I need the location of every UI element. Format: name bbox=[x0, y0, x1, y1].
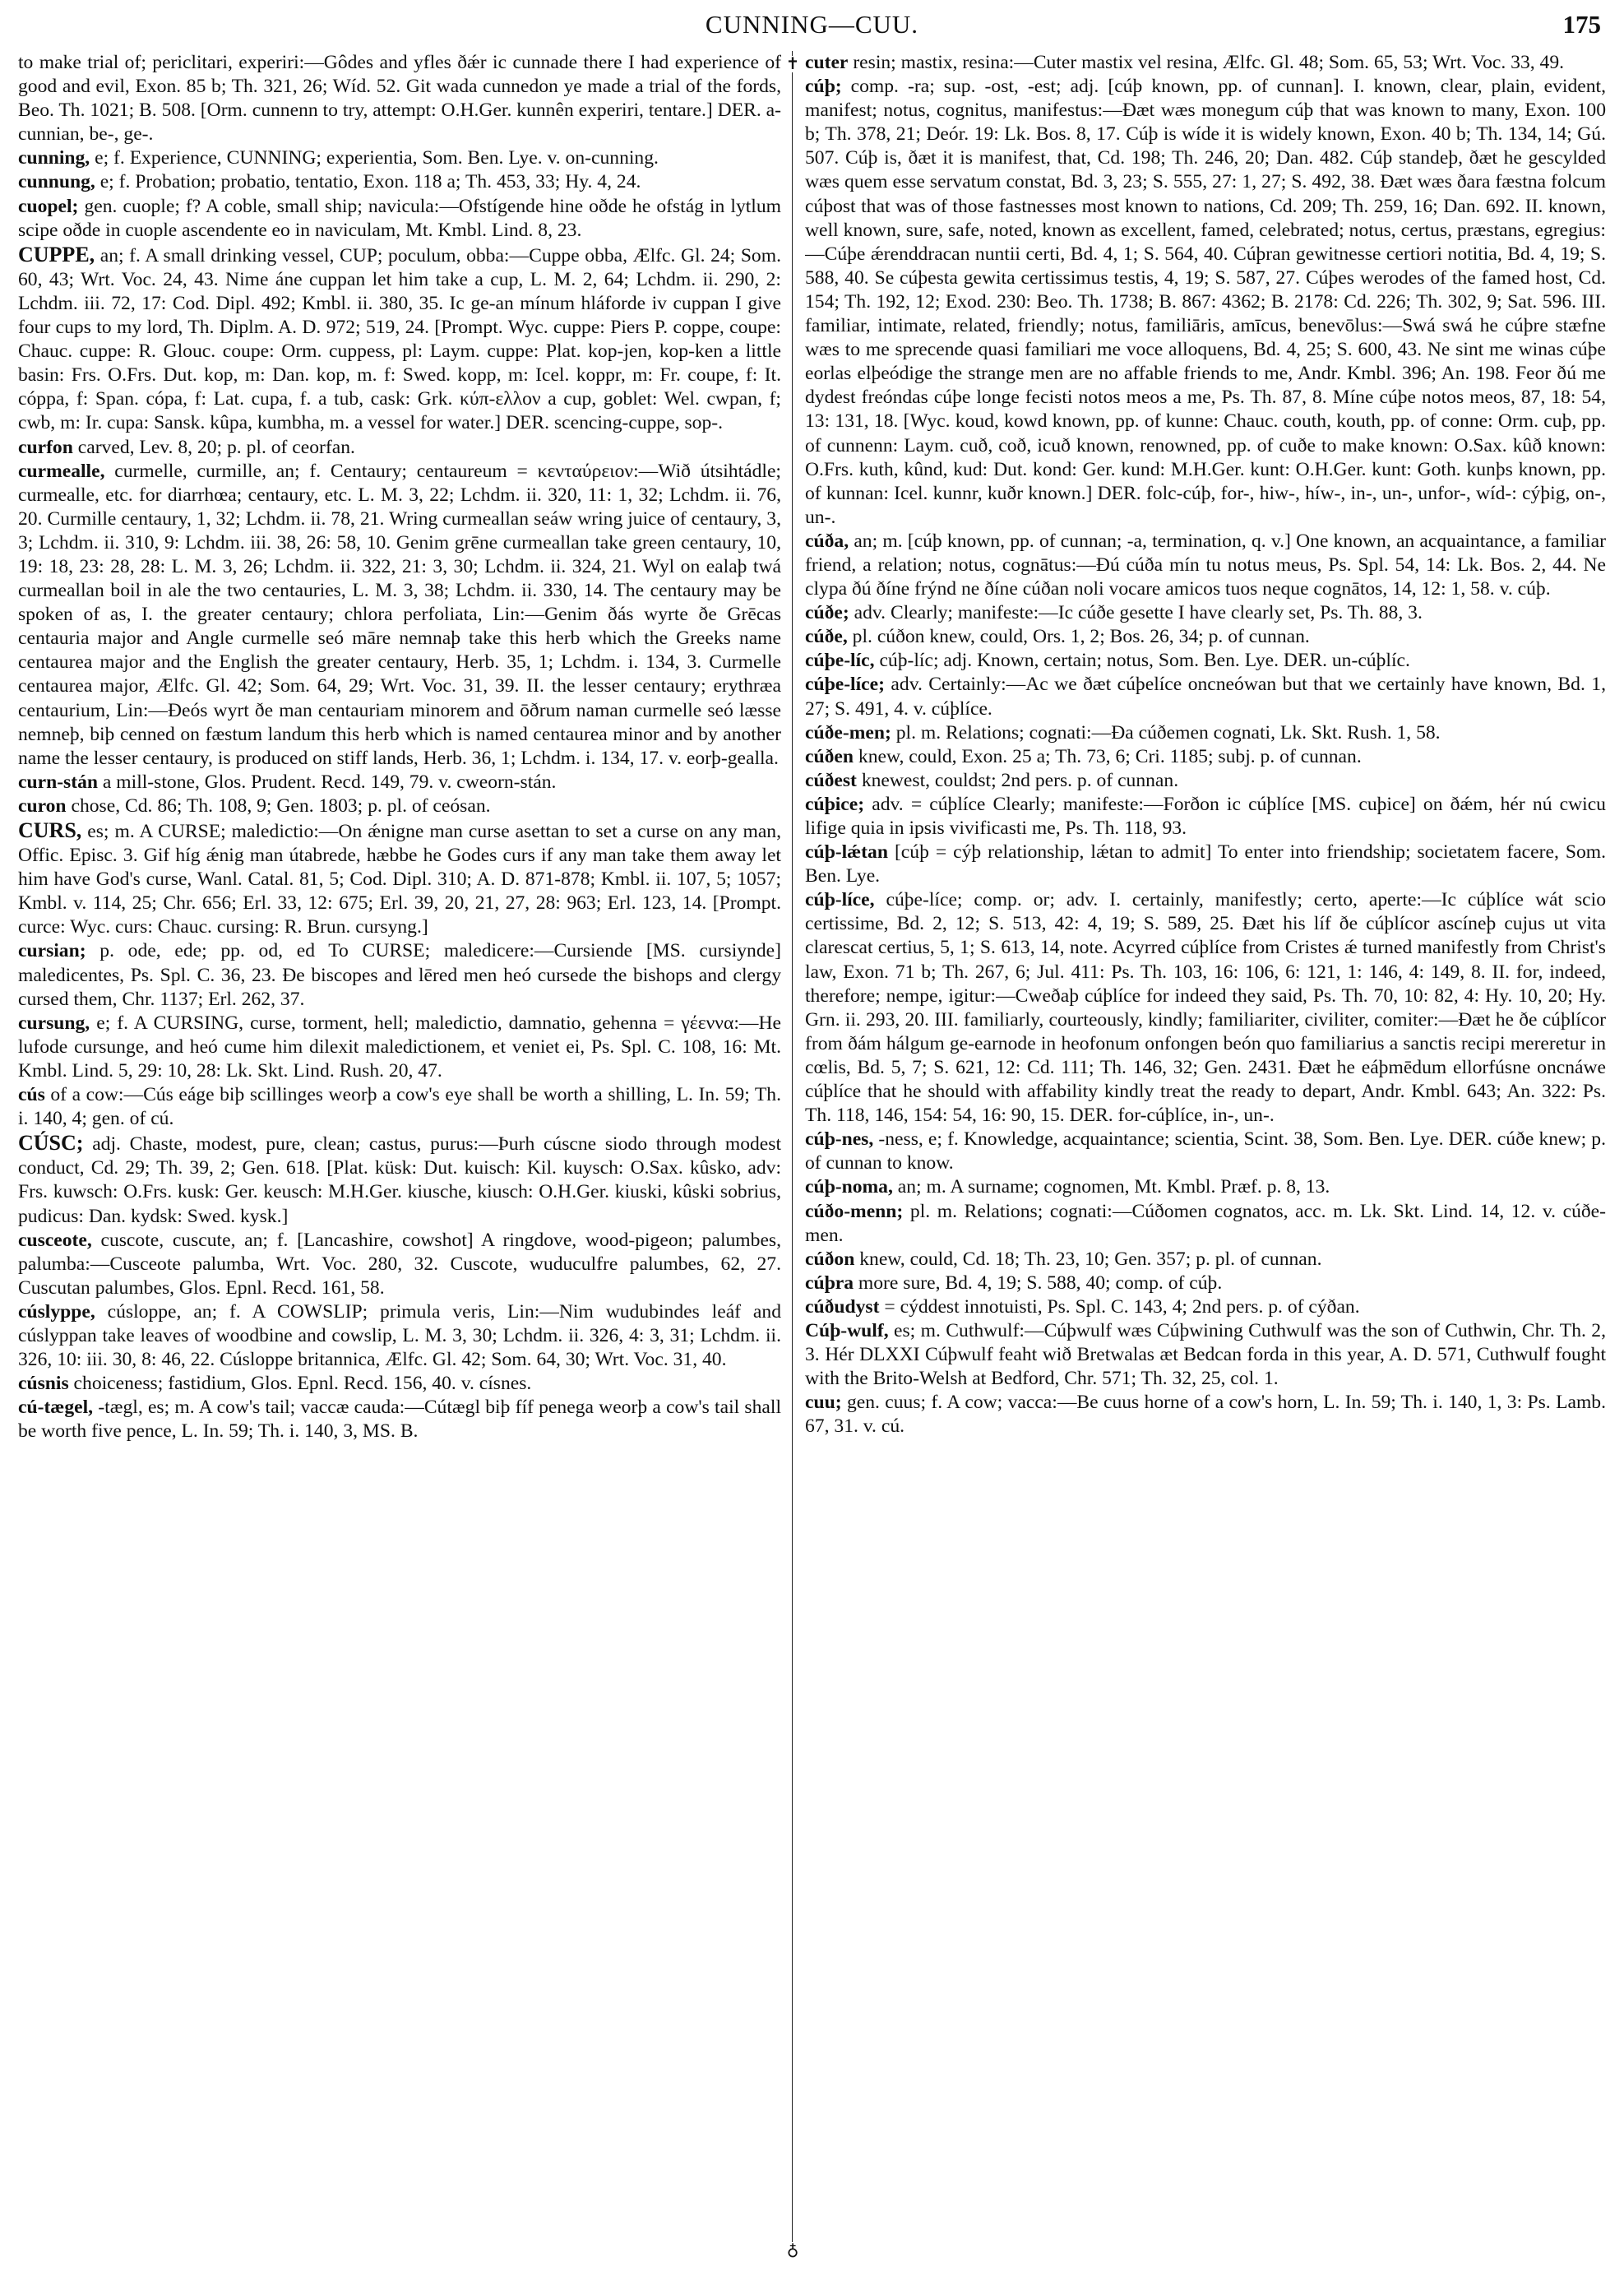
entry-headword: cú-tægel, bbox=[18, 1397, 94, 1419]
entry-headword: cúsnis bbox=[18, 1373, 69, 1395]
entry-body: cúþe-líce; comp. or; adv. I. certainly, manifestly; certo, aperte:—Ic cúþlíce wát scio certissime, Bd. 2, 12; S. 513, 42: 4, 19; S. 589, 25. Ðæt his líf ðe cúþlícor ascíneþ cujus ut vita clarescat certius, 5, 1; S. 613, 14, note. Acyrred cúþlíce from Cristes ǽ turned manifestly from Christ's law, Exon. 71 b; Th. 267, 6; Jul. 411: Ps. Th. 103, 16: 106, 6: 121, 1: 146, 4: 149, 8. II. for, indeed, therefore; nempe, igitur:—Cweðaþ cúþlíce for indeed they said, Ps. Th. 70, 10: 82, 4: Hy. 10, 20; Hy. Grn. ii. 293, 20. III. familiarly, courteously, kindly; familiariter, civiliter, comiter:—Ðæt he ðe cúþlícor from ðám hálgum ge-earnode in heofonum onfongen beón quo familiarius a sanctis recipi mereretur in cœlis, Bd. 5, 7; S. 621, 12: Cd. 111; Th. 146, 32; Gen. 2431. Ðæt he eáþmēdum ellorfúsne oncnáwe cúþlíce that he should with affability kindly treat the ready to depart, Andr. Kmbl. 643; An. 322: Ps. Th. 118, 146, 154: 54, 16: 90, 15. DER. for-cúþlíce, in-, un-. bbox=[805, 889, 1606, 1127]
entry-body: an; f. A small drinking vessel, CUP; poculum, obba:—Cuppe obba, Ælfc. Gl. 24; Som. 60, 43; Wrt. Voc. 24, 43. Nime áne cuppan let him take a cup, L. M. 2, 64; Lchdm. ii. 290, 2: Lchdm. iii. 72, 17: Cod. Dipl. 492; Kmbl. ii. 380, 35. Ic ge-an mínum hláforde iv cuppan I give four cups to my lord, Th. Diplm. A. D. 972; 519, 24. [Prompt. Wyc. cuppe: Piers P. coppe, coupe: Chauc. cuppe: R. Glouc. coupe: Orm. cuppess, pl: Laym. cuppe: Plat. kop-jen, kop-ken a little basin: Frs. O.Frs. Dut. kop, m: Dan. kop, m. f: Swed. kopp, m: Icel. koppr, m: Fr. coupe, f: It. cóppa, f: Span. cópa, f: Lat. cupa, f. a tub, cask: Grk. κύπ-ελλον a cup, goblet: Wel. cwpan, f; cwb, m: Ir. cupa: Sansk. kûpa, kumbha, m. a vessel for water.] DER. scencing-cuppe, sop-. bbox=[18, 244, 781, 434]
entry-headword: cuu; bbox=[805, 1392, 842, 1414]
entry-headword: CURS, bbox=[18, 818, 82, 842]
dictionary-entry bbox=[805, 649, 1606, 673]
dictionary-entry bbox=[805, 1272, 1606, 1295]
entry-headword: cursian; bbox=[18, 940, 86, 962]
page-number: 175 bbox=[1562, 10, 1601, 39]
entry-headword: cunning, bbox=[18, 147, 90, 169]
dictionary-entry bbox=[18, 771, 781, 794]
entry-body: -tægl, es; m. A cow's tail; vaccæ cauda:—Cútægl biþ fíf penega weorþ a cow's tail shall be worth five pence, L. In. 59; Th. i. 140, 3, MS. B. bbox=[18, 1397, 781, 1443]
entry-body: adv. = cúþlíce Clearly; manifeste:—Forðon ic cúþlíce [MS. cuþice] on ðǽm, hér nú cwicu lifige quia in ipsis vivificasti me, Ps. Th. 118, 93. bbox=[805, 793, 1606, 839]
entry-headword: cúðon bbox=[805, 1248, 855, 1270]
entry-headword: cúþe-líce; bbox=[805, 674, 885, 696]
dictionary-entry bbox=[805, 769, 1606, 793]
entry-headword: cusceote, bbox=[18, 1229, 92, 1251]
entry-headword: cúðe-men; bbox=[805, 721, 891, 744]
entry-body: p. ode, ede; pp. od, ed To CURSE; maledicere:—Cursiende [MS. cursiynde] maledicentes, Ps. Spl. C. 36, 23. Ðe biscopes and lēred men heó cursede the bishops and clergy cursed them, Chr. 1137; Erl. 262, 37. bbox=[18, 940, 781, 1010]
entry-body: = cýddest innotuisti, Ps. Spl. C. 143, 4; 2nd pers. p. of cýðan. bbox=[884, 1295, 1360, 1318]
left-column bbox=[18, 51, 781, 2258]
entry-body: e; f. Experience, CUNNING; experientia, Som. Ben. Lye. v. on-cunning. bbox=[95, 147, 659, 169]
entry-body: chose, Cd. 86; Th. 108, 9; Gen. 1803; p. pl. of ceósan. bbox=[71, 794, 491, 817]
entry-body: cúþ-líc; adj. Known, certain; notus, Som. Ben. Lye. DER. un-cúþlíc. bbox=[879, 650, 1410, 672]
entry-body: knewest, couldst; 2nd pers. p. of cunnan. bbox=[861, 769, 1179, 791]
entry-headword: curon bbox=[18, 794, 67, 817]
dictionary-entry bbox=[18, 1131, 781, 1228]
dictionary-entry bbox=[805, 1248, 1606, 1272]
entry-body: pl. cúðon knew, could, Ors. 1, 2; Bos. 26, 34; p. of cunnan. bbox=[852, 626, 1310, 648]
entry-body: cúsloppe, an; f. A COWSLIP; primula veris, Lin:—Nim wudubindes leáf and cúslyppan take leaves of woodbine and cowslip, L. M. 3, 30; Lchdm. ii. 326, 4: 3, 31; Lchdm. ii. 326, 10: iii. 30, 8: 46, 22. Cúsloppe britannica, Ælfc. Gl. 42; Som. 64, 30; Wrt. Voc. 31, 40. bbox=[18, 1300, 781, 1371]
dictionary-entry bbox=[18, 460, 781, 771]
entry-headword: cús bbox=[18, 1084, 45, 1106]
entry-body: pl. m. Relations; cognati:—Cúðomen cognatos, acc. m. Lk. Skt. Lind. 14, 12. v. cúðe-men. bbox=[805, 1200, 1606, 1246]
dictionary-entry bbox=[18, 1083, 781, 1131]
entry-body: knew, could, Cd. 18; Th. 23, 10; Gen. 357; p. pl. of cunnan. bbox=[859, 1248, 1322, 1270]
dictionary-entry bbox=[805, 1200, 1606, 1248]
dictionary-entry bbox=[18, 1300, 781, 1372]
dictionary-entry bbox=[805, 601, 1606, 625]
entry-headword: curmealle, bbox=[18, 460, 105, 482]
entry-body: more sure, Bd. 4, 19; S. 588, 40; comp. of cúþ. bbox=[858, 1272, 1223, 1294]
entry-body: e; f. Probation; probatio, tentatio, Exon. 118 a; Th. 453, 33; Hy. 4, 24. bbox=[99, 171, 641, 193]
entry-body: comp. -ra; sup. -ost, -est; adj. [cúþ known, pp. of cunnan]. I. known, clear, plain, evident, manifest; notus, cognitus, manifestus:—Ðæt wæs monegum cúþ that was known to many, Exon. 100 b; Th. 378, 21; Deór. 19: Lk. Bos. 8, 17. Cúþ is wíde it is widely known, Exon. 40 b; Th. 134, 14; Gú. 507. Cúþ is, ðæt it is manifest, that, Cd. 198; Th. 246, 20; Dan. 482. Cúþ standeþ, ðæt he gescylded wæs quem esse servatum constat, Bd. 3, 23; S. 555, 27: 1, 27; S. 492, 38. Ðæt wæs ðara fæstna folcum cúþost that was of those fastnesses most known to nations, Cd. 209; Th. 259, 16; Dan. 692. II. known, well known, sure, safe, noted, known as excellent, famed, celebrated; notus, certus, præstans, egregius:—Cúþe ǽrenddracan nuntii certi, Bd. 4, 1; S. 564, 40. Cúþran gewitnesse certiori notitia, Bd. 4, 19; S. 588, 40. Se cúþesta gewita certissimus testis, 4, 19; S. 587, 27. Cúþes werodes of the famed host, Cd. 154; Th. 192, 12; Exod. 230: Beo. Th. 1738; B. 867: 4362; B. 2178: Cd. 226; Th. 302, 9; Sat. 596. III. familiar, intimate, related, friendly; notus, familiāris, amīcus, benevōlus:—Swá swá he cúþre stæfne wæs to me sprecende quasi familiari me voce alloquens, Bd. 4, 25; S. 600, 43. Ne sint me winas cúþe eorlas elþeódige the strange men are no affable friends to me, Andr. Kmbl. 396; An. 198. Feor ðú me dydest freóndas cúþe longe fecisti notos meos a me, Ps. Th. 87, 8. Míne cúþe notos meos, 87, 18: 54, 13: 131, 18. [Wyc. koud, kowd known, pp. of kunne: Chauc. couth, kouth, pp. of conne: Orm. cuþ, pp. of cunnenn: Laym. cuð, coð, icuð known, renowned, pp. of cuðe to make known: O.Sax. kûð known: O.Frs. kuth, kûnd, kud: Dut. kond: Ger. kund: M.H.Ger. kunt: O.H.Ger. kunt: Goth. kunþs known, pp. of kunnan: Icel. kunnr, kuðr known.] DER. folc-cúþ, for-, hiw-, híw-, in-, un-, unfor-, wíd-: cýþig, on-, un-. bbox=[805, 76, 1606, 528]
dictionary-entry bbox=[18, 1396, 781, 1443]
entry-headword: cuopel; bbox=[18, 195, 79, 217]
dictionary-entry bbox=[18, 170, 781, 194]
entry-headword: cúþ; bbox=[805, 76, 842, 98]
dictionary-entry bbox=[805, 721, 1606, 745]
dictionary-entry bbox=[805, 1319, 1606, 1391]
entry-headword: CÚSC; bbox=[18, 1131, 84, 1156]
dictionary-entry bbox=[18, 436, 781, 460]
entry-headword: cúðe; bbox=[805, 602, 849, 624]
entry-headword: cúþe-líc, bbox=[805, 650, 875, 672]
entry-headword: cúþra bbox=[805, 1272, 854, 1294]
entry-headword: curn-stán bbox=[18, 771, 99, 793]
dictionary-columns bbox=[18, 51, 1606, 2258]
dictionary-entry bbox=[805, 1295, 1606, 1319]
dictionary-entry bbox=[18, 1372, 781, 1396]
entry-body: e; f. A CURSING, curse, torment, hell; maledictio, damnatio, gehenna = γέεννα:—He lufode cursunge, and heó cume him dilexit maledictionem, et veniet ei, Ps. Spl. C. 108, 16: Mt. Kmbl. Lind. 5, 29: 10, 28: Lk. Skt. Lind. Rush. 20, 47. bbox=[18, 1012, 781, 1082]
entry-body: carved, Lev. 8, 20; p. pl. of ceorfan. bbox=[77, 436, 355, 458]
entry-body: pl. m. Relations; cognati:—Ða cúðemen cognati, Lk. Skt. Rush. 1, 58. bbox=[895, 721, 1441, 744]
entry-body: an; m. [cúþ known, pp. of cunnan; -a, termination, q. v.] One known, an acquaintance, a familiar friend, a relation; notus, cognātus:—Ðú cúða mín tu notus meus, Ps. Spl. 54, 14: Lk. Bos. 2, 44. Ne clypa ðú ðíne frýnd ne ðíne cúðan noli vocare amicos tuos neque cognātos, 14, 12: 1, 58. v. cúþ. bbox=[805, 530, 1606, 600]
dictionary-entry bbox=[805, 625, 1606, 649]
entry-body: adv. Certainly:—Ac we ðæt cúþelíce oncneówan but that we certainly have known, Bd. 1, 27; S. 491, 4. v. cúþlíce. bbox=[805, 674, 1606, 720]
entry-headword: cúðo-menn; bbox=[805, 1200, 904, 1222]
entry-headword: cuter bbox=[805, 52, 849, 73]
dictionary-entry bbox=[805, 793, 1606, 841]
dictionary-entry bbox=[805, 1128, 1606, 1175]
entry-body: choiceness; fastidium, Glos. Epnl. Recd. 156, 40. v. císnes. bbox=[73, 1373, 532, 1395]
entry-body: adv. Clearly; manifeste:—Ic cúðe gesette I have clearly set, Ps. Th. 88, 3. bbox=[854, 602, 1423, 624]
dictionary-entry bbox=[805, 745, 1606, 769]
entry-headword: cúþ-lǽtan bbox=[805, 841, 888, 864]
entry-headword: Cúþ-wulf, bbox=[805, 1319, 889, 1341]
dictionary-entry bbox=[18, 146, 781, 170]
entry-headword: cúþ-nes, bbox=[805, 1128, 874, 1151]
entry-body: to make trial of; periclitari, experiri:—Gôdes and yfles ðǽr ic cunnade there I had experience of good and evil, Exon. 85 b; Th. 321, 26; Wíd. 52. Git wada cunnedon ye made a trial of the fords, Beo. Th. 1021; B. 508. [Orm. cunnenn to try, attempt: O.H.Ger. kunnên experiri, tentare.] DER. a-cunnian, be-, ge-. bbox=[18, 52, 781, 146]
running-head: CUNNING—CUU. bbox=[705, 10, 919, 39]
entry-headword: cúþice; bbox=[805, 793, 865, 815]
entry-headword: cúslyppe, bbox=[18, 1300, 95, 1323]
dictionary-entry bbox=[805, 1391, 1606, 1438]
entry-headword: cúðest bbox=[805, 769, 857, 791]
dictionary-entry bbox=[18, 195, 781, 243]
dictionary-entry bbox=[18, 1229, 781, 1300]
entry-body: resin; mastix, resina:—Cuter mastix vel resina, Ælfc. Gl. 48; Som. 65, 53; Wrt. Voc. 33, 49. bbox=[853, 52, 1565, 73]
entry-headword: cúþ-noma, bbox=[805, 1176, 893, 1198]
entry-headword: cúða, bbox=[805, 530, 849, 552]
entry-body: [cúþ = cýþ relationship, lǽtan to admit] To enter into friendship; societatem facere, Som. Ben. Lye. bbox=[805, 841, 1606, 887]
dictionary-entry bbox=[805, 51, 1606, 75]
entry-body: curmelle, curmille, an; f. Centaury; centaureum = κενταύρειον:—Wið útsihtádle; curmealle, etc. for diarrhœa; centaury, etc. L. M. 3, 22; Lchdm. ii. 320, 11: 1, 32; Lchdm. ii. 76, 20. Curmille centaury, 1, 32; Lchdm. ii. 78, 21. Wring curmeallan seáw wring juice of centaury, 3, 3; Lchdm. ii. 310, 9: Lchdm. iii. 38, 26: 58, 10. Genim grēne curmeallan take green centaury, 10, 19: 18, 23: 28, 28: L. M. 3, 26; Lchdm. ii. 322, 21: 3, 30; Lchdm. ii. 324, 21. Wyl on ealaþ twá curmeallan boil in ale the two centauries, L. M. 3, 38; Lchdm. ii. 330, 14. The centaury may be spoken of as, I. the greater centaury; chlora perfoliata, Lin:—Genim ðás wyrte ðe Grēcas centauria major and Angle curmelle seó māre nemnaþ take this herb which the Greeks name centaurea major and the English the greater centaury, Herb. 35, 1; Lchdm. i. 134, 3. Curmelle centaurea major, Ælfc. Gl. 42; Som. 64, 29; Wrt. Voc. 31, 39. II. the lesser centaury; erythræa centaurium, Lin:—Ðeós wyrt ðe man centauriam minorem and ōðrum naman curmelle seó læsse nemneþ, biþ cenned on fæstum landum this herb which is named centaurea minor and by another name the lesser centaury, is produced on stiff lands, Herb. 36, 1; Lchdm. i. 134, 17. v. eorþ-gealla. bbox=[18, 460, 781, 769]
dictionary-entry bbox=[18, 1012, 781, 1083]
entry-headword: curfon bbox=[18, 436, 73, 458]
page-header bbox=[18, 7, 1606, 43]
dictionary-entry bbox=[18, 818, 781, 939]
dictionary-entry bbox=[805, 673, 1606, 720]
dictionary-entry bbox=[18, 243, 781, 436]
entry-body: es; m. A CURSE; maledictio:—On ǽnigne man curse asettan to set a curse on any man, Offic. Episc. 3. Gif híg ǽnig man útabrede, hæbbe he Godes curs if any man take them away let him have God's curse, Wanl. Catal. 81, 5; Cod. Dipl. 310; A. D. 871-878; Kmbl. ii. 107, 5; 1057; Kmbl. v. 114, 25; Chr. 656; Erl. 33, 12: 675; Erl. 39, 20, 21, 27, 28: 963; Erl. 123, 14. [Prompt. curce: Wyc. curs: Chauc. cursing: R. Brun. cursyng.] bbox=[18, 821, 781, 938]
entry-body: gen. cuople; f? A coble, small ship; navicula:—Ofstígende hine oðde he ofstág in lytlum scipe oðde in cuople ascendente eo in naviculam, Mt. Kmbl. Lind. 8, 23. bbox=[18, 195, 781, 241]
entry-body: adj. Chaste, modest, pure, clean; castus, purus:—Þurh cúscne siodo through modest conduct, Cd. 29; Th. 39, 2; Gen. 618. [Plat. küsk: Dut. kuisch: Kil. kuysch: O.Sax. kûsko, adv: Frs. kuwsch: O.Frs. kusk: Ger. keusch: M.H.Ger. kiusche, kiusch: O.H.Ger. kiuski, kûski sobrius, pudicus: Dan. kydsk: Swed. kysk.] bbox=[18, 1133, 781, 1227]
right-column bbox=[805, 51, 1606, 2258]
column-rule bbox=[792, 51, 793, 2250]
cross-ornament-top: ✝ bbox=[785, 55, 800, 73]
entry-body: gen. cuus; f. A cow; vacca:—Be cuus horne of a cow's horn, L. In. 59; Th. i. 140, 1, 3: Ps. Lamb. 67, 31. v. cú. bbox=[805, 1392, 1606, 1438]
entry-body: -ness, e; f. Knowledge, acquaintance; scientia, Scint. 38, Som. Ben. Lye. DER. cúðe knew; p. of cunnan to know. bbox=[805, 1128, 1606, 1174]
entry-headword: cúðen bbox=[805, 745, 854, 767]
dictionary-entry bbox=[805, 1175, 1606, 1199]
dictionary-entry bbox=[805, 530, 1606, 601]
cross-ornament-bottom: ♁ bbox=[784, 2242, 801, 2258]
dictionary-entry bbox=[805, 888, 1606, 1128]
entry-headword: CUPPE, bbox=[18, 242, 95, 266]
entry-body: cuscote, cuscute, an; f. [Lancashire, cowshot] A ringdove, wood-pigeon; palumbes, palumba:—Cusceote palumba, Wrt. Voc. 280, 32. Cuscote, wuduculfre palumbes, 62, 27. Cuscutan palumbes, Glos. Epnl. Recd. 161, 58. bbox=[18, 1229, 781, 1299]
entry-body: a mill-stone, Glos. Prudent. Recd. 149, 79. v. cweorn-stán. bbox=[102, 771, 557, 793]
entry-headword: cúþ-líce, bbox=[805, 889, 875, 911]
dictionary-entry bbox=[18, 794, 781, 818]
dictionary-entry bbox=[805, 841, 1606, 888]
dictionary-entry bbox=[18, 51, 781, 146]
entry-body: an; m. A surname; cognomen, Mt. Kmbl. Præf. p. 8, 13. bbox=[897, 1176, 1330, 1198]
entry-headword: cúðudyst bbox=[805, 1295, 880, 1318]
entry-body: es; m. Cuthwulf:—Cúþwulf wæs Cúþwining Cuthwulf was the son of Cuthwin, Chr. Th. 2, 3. Hér DLXXI Cúþwulf feaht wið Bretwalas æt Bedcan forda in this year, A. D. 571, Cuthwulf fought with the Brito-Welsh at Bedford, Chr. 571; Th. 32, 25, col. 1. bbox=[805, 1319, 1606, 1390]
entry-headword: cursung, bbox=[18, 1012, 90, 1034]
dictionary-entry bbox=[805, 75, 1606, 530]
entry-headword: cúðe, bbox=[805, 626, 848, 648]
entry-body: knew, could, Exon. 25 a; Th. 73, 6; Cri. 1185; subj. p. of cunnan. bbox=[858, 745, 1362, 767]
dictionary-entry bbox=[18, 939, 781, 1011]
entry-body: of a cow:—Cús eáge biþ scillinges weorþ a cow's eye shall be worth a shilling, L. In. 59; Th. i. 140, 4; gen. of cú. bbox=[18, 1084, 781, 1130]
entry-headword: cunnung, bbox=[18, 171, 95, 193]
